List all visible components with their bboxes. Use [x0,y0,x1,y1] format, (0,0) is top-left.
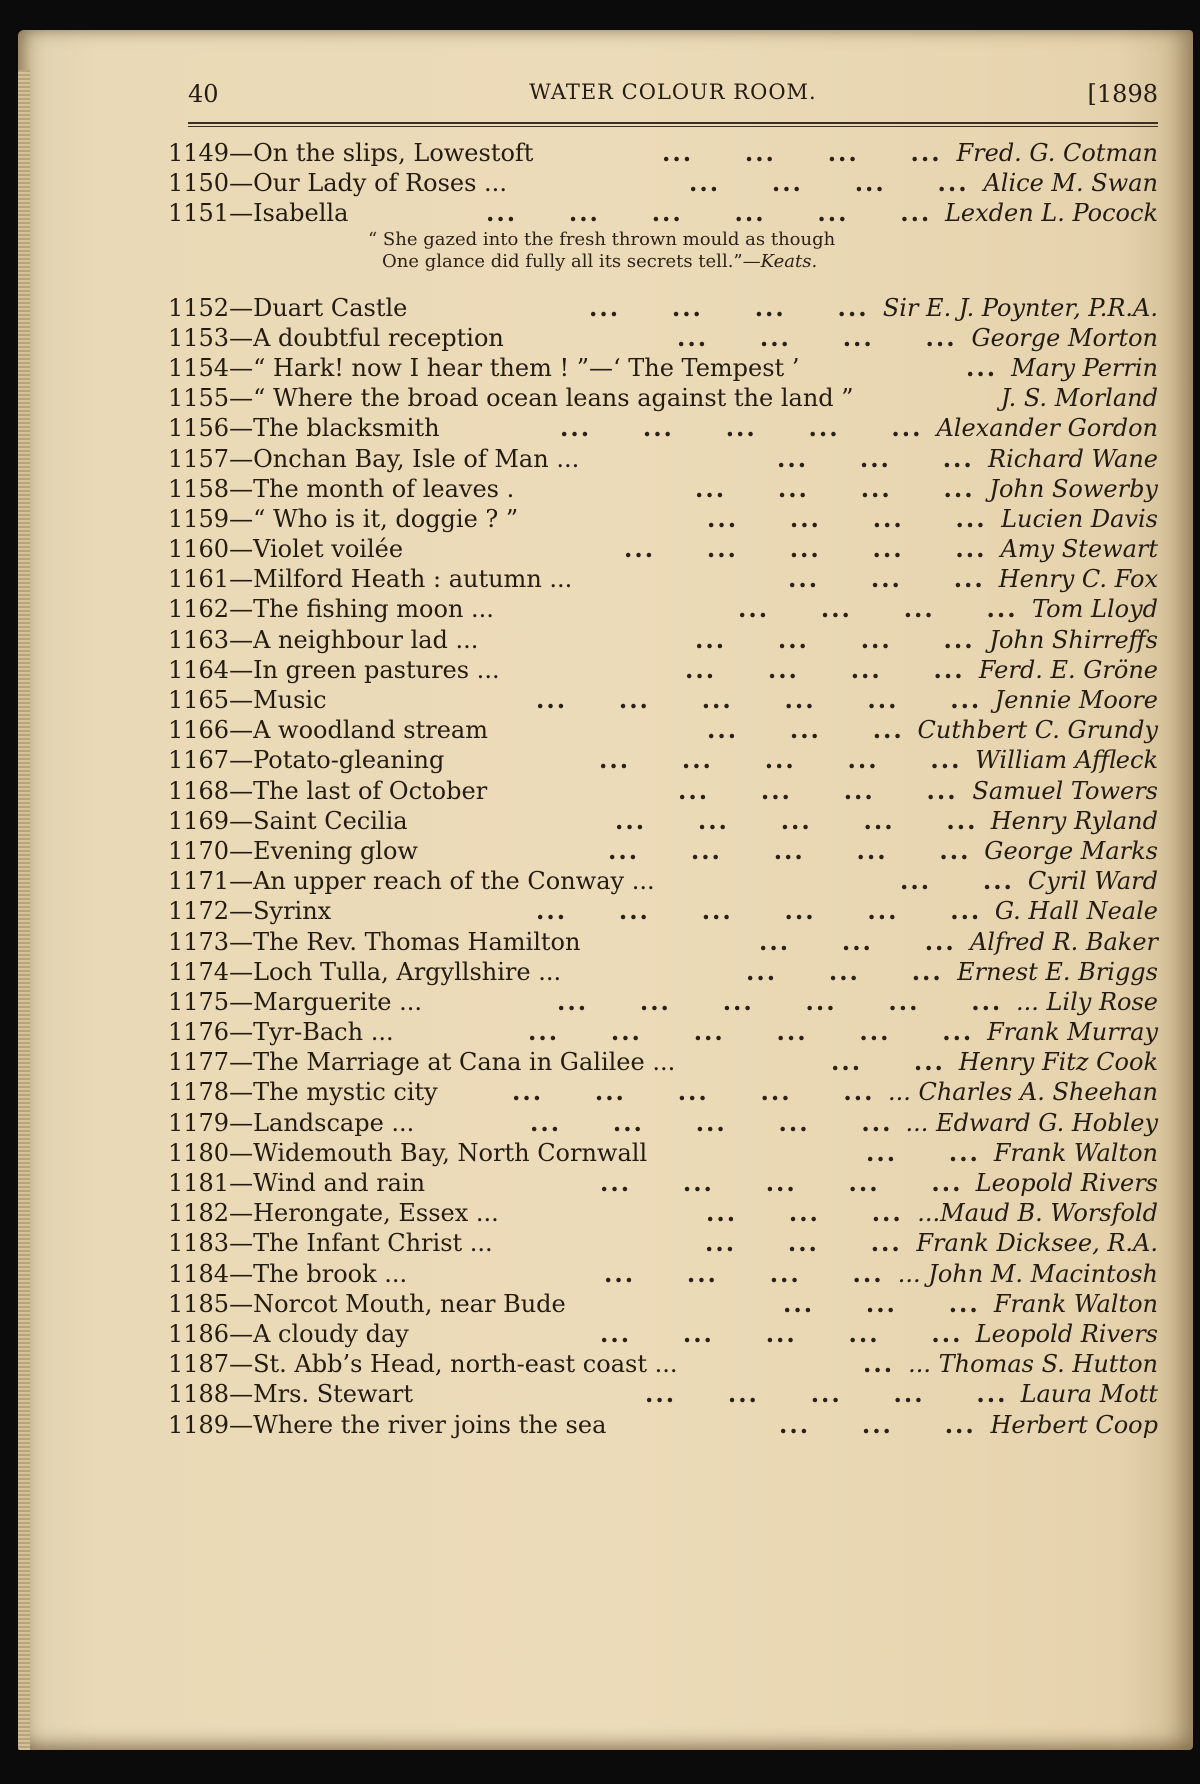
entry-number: 1189— [168,1410,254,1439]
entry-number-title [168,504,518,534]
catalogue-entry [168,957,1158,987]
leader-dots: ... ... ... ... ... [608,835,971,865]
entry-number-title [168,806,408,836]
running-title: WATER COLOUR ROOM. [529,80,817,104]
catalogue-entry [168,655,1158,685]
entry-number: 1152— [168,293,254,322]
entry-artist: George Marks [984,836,1158,865]
catalogue-entry [168,323,1158,353]
quote [168,229,1158,279]
entry-number-title [168,1047,675,1077]
entry-number: 1178— [168,1078,254,1107]
header-rule-thin [188,126,1158,127]
catalogue-entry [168,1228,1158,1258]
entry-title: Onchan Bay, Isle of Man ... [253,444,580,473]
catalogue-list [168,138,1158,1440]
entry-number-title [168,534,403,564]
entry-number: 1164— [168,655,254,684]
entry-title: The fishing moon ... [253,595,494,624]
entry-number: 1183— [168,1229,254,1258]
leader-dots: ... ... ... ... [695,473,975,503]
entry-artist: Frank Walton [993,1289,1158,1318]
entry-number: 1169— [168,806,254,835]
entry-title: Saint Cecilia [253,806,408,835]
entry-number: 1182— [168,1199,254,1228]
entry-number: 1174— [168,957,254,986]
entry-title: Mrs. Stewart [253,1380,413,1409]
entry-number: 1160— [168,535,254,564]
entry-number: 1184— [168,1259,254,1288]
entry-title: The Marriage at Cana in Galilee ... [253,1048,676,1077]
leader-dots: ... ... ... ... ... [615,805,978,835]
entry-title: A woodland stream [253,716,488,745]
entry-number: 1179— [168,1108,254,1137]
catalogue-entry [168,138,1158,168]
leader-dots: ... ... ... ... ... [512,1077,875,1107]
entry-number: 1166— [168,716,254,745]
leader-dots: ... ... ... ... ... ... [528,1017,974,1047]
entry-artist: Cuthbert C. Grundy [917,716,1158,745]
catalogue-entry [168,413,1158,443]
leader-dots: ... ... ... ... [689,168,969,198]
catalogue-entry [168,444,1158,474]
leader-dots: ... ... [900,866,1014,896]
leader-dots: ... ... [866,1137,980,1167]
catalogue-entry [168,1198,1158,1228]
entry-title: “ Who is it, doggie ? ” [253,504,519,533]
catalogue-entry [168,198,1158,228]
entry-artist: Laura Mott [1020,1380,1158,1409]
entry-artist: Frank Dicksee, R.A. [916,1229,1158,1258]
leader-dots: ... ... ... ... [604,1258,884,1288]
leader-dots: ... ... ... [759,926,956,956]
entry-artist: ... Edward G. Hobley [905,1108,1158,1137]
entry-artist: ... Thomas S. Hutton [908,1350,1158,1379]
entry-title: A doubtful reception [253,323,504,352]
entry-number: 1165— [168,686,254,714]
entry-number-title [168,323,504,353]
entry-number: 1180— [168,1138,254,1167]
entry-number: 1168— [168,776,254,805]
entry-number: 1159— [168,504,254,533]
entry-title: Norcot Mouth, near Bude [253,1289,566,1318]
entry-number: 1156— [168,414,254,443]
leader-dots: ... ... ... ... [662,138,942,167]
entry-artist: William Affleck [975,746,1158,775]
entry-number-title [168,353,799,383]
catalogue-entry [168,1349,1158,1379]
leader-dots: ... [863,1349,895,1379]
entry-artist: Fred. G. Cotman [956,139,1158,167]
entry-artist: Cyril Ward [1027,867,1158,896]
quote-line-2: One glance did fully all its secrets tell.”— [382,250,761,272]
leader-dots: ... ... ... ... ... ... [536,896,982,926]
entry-number-title [168,927,580,957]
entry-number-title [168,1017,394,1047]
entry-number-title [168,413,440,443]
entry-title: On the slips, Lowestoft [253,139,534,167]
leader-dots: ... ... ... ... [695,624,975,654]
entry-number-title [168,1319,409,1349]
entry-title: Violet voilée [253,535,404,564]
catalogue-entry [168,474,1158,504]
entry-number-title [168,1410,606,1440]
catalogue-entry [168,745,1158,775]
entry-artist: Henry Fitz Cook [958,1048,1158,1077]
entry-title: Music [253,686,327,714]
leader-dots: ... ... ... ... [738,594,1018,624]
entry-number-title [168,1198,499,1228]
entry-number-title [168,383,854,413]
leader-dots: ... ... ... ... ... [624,534,987,564]
entry-title: The Infant Christ ... [253,1229,493,1258]
catalogue-entry [168,896,1158,926]
year-marker: [1898 [1087,80,1158,108]
catalogue-entry [168,353,1158,383]
entry-number-title [168,1228,493,1258]
catalogue-entry [168,806,1158,836]
entry-number: 1155— [168,384,254,413]
catalogue-entry [168,504,1158,534]
entry-number: 1172— [168,897,254,926]
entry-title: Isabella [253,199,349,228]
catalogue-entry [168,1259,1158,1289]
leader-dots: ... ... ... [777,443,974,473]
leader-dots: ... ... ... [706,1198,903,1228]
entry-artist: Tom Lloyd [1032,595,1158,624]
entry-number: 1162— [168,595,254,624]
entry-number: 1177— [168,1048,254,1077]
catalogue-entry [168,927,1158,957]
entry-title: Duart Castle [253,293,408,322]
entry-artist: Lucien Davis [1001,504,1158,533]
catalogue-entry [168,168,1158,198]
catalogue-entry [168,293,1158,323]
entry-artist: Alice M. Swan [983,169,1158,198]
entry-title: Where the river joins the sea [253,1410,607,1439]
entry-artist: Mary Perrin [1011,353,1158,382]
catalogue-entry [168,836,1158,866]
leader-dots: ... ... ... ... [685,654,965,684]
entry-title: The blacksmith [253,414,440,443]
catalogue-entry [168,625,1158,655]
leader-dots: ... ... ... ... [707,503,987,533]
entry-number-title [168,1168,425,1198]
entry-number-title [168,1259,407,1289]
entry-number: 1188— [168,1380,254,1409]
entry-number-title [168,293,407,323]
entry-number: 1171— [168,867,254,896]
page-edge [18,70,30,1750]
entry-title: Evening glow [253,836,418,865]
leader-dots: ... ... ... ... ... ... [536,685,982,714]
entry-number: 1151— [168,199,254,228]
leader-dots: ... ... ... [779,1409,976,1439]
entry-number: 1173— [168,927,254,956]
entry-artist: George Morton [971,323,1158,352]
entry-artist: Samuel Towers [972,776,1158,805]
entry-number-title [168,1349,677,1379]
leader-dots: ... ... ... ... ... ... [486,198,932,228]
entry-number: 1185— [168,1289,254,1318]
entry-artist: Ernest E. Briggs [957,957,1158,986]
entry-number: 1175— [168,987,254,1016]
leader-dots: ... ... ... ... ... [599,745,962,775]
leader-dots: ... ... ... ... ... [645,1379,1008,1409]
entry-artist: Henry Ryland [990,806,1158,835]
leader-dots: ... ... ... [783,1288,980,1318]
entry-title: Herongate, Essex ... [253,1199,499,1228]
entry-title: Syrinx [253,897,332,926]
leader-dots: ... ... [831,1047,945,1077]
entry-number-title [168,1138,647,1168]
leader-dots: ... ... ... [746,956,943,986]
header-rule [188,122,1158,124]
entry-number-title [168,444,579,474]
page-number: 40 [188,80,219,108]
entry-title: The brook ... [253,1259,408,1288]
entry-title: The month of leaves . [253,474,515,503]
entry-number-title [168,685,327,715]
leader-dots: ... ... ... ... [677,322,957,352]
entry-number: 1186— [168,1319,254,1348]
entry-artist: Herbert Coop [990,1410,1158,1439]
entry-number-title [168,1077,438,1107]
entry-artist: Leopold Rivers [975,1169,1158,1197]
entry-number-title [168,715,488,745]
leader-dots: ... ... ... ... ... ... [557,986,1003,1016]
entry-title: Widemouth Bay, North Cornwall [253,1138,648,1167]
entry-title: The mystic city [253,1078,438,1107]
entry-number: 1163— [168,625,254,654]
leader-dots: ... ... ... ... [678,775,958,805]
entry-title: St. Abb’s Head, north-east coast ... [253,1350,678,1379]
entry-artist: Alfred R. Baker [969,927,1158,956]
entry-artist: Henry C. Fox [998,565,1158,594]
leader-dots: ... ... ... ... ... [560,413,923,443]
catalogue-entry [168,715,1158,745]
entry-number-title [168,957,561,987]
entry-number-title [168,896,331,926]
entry-number-title [168,198,348,228]
entry-artist: Leopold Rivers [975,1319,1158,1348]
catalogue-entry [168,1289,1158,1319]
entry-number-title [168,655,500,685]
catalogue-entry [168,685,1158,715]
entry-number: 1167— [168,746,254,775]
entry-artist: Jennie Moore [994,686,1158,714]
entry-number-title [168,168,507,198]
catalogue-entry [168,1379,1158,1409]
entry-title: Loch Tulla, Argyllshire ... [253,957,562,986]
entry-artist: Frank Walton [993,1138,1158,1167]
catalogue-entry [168,564,1158,594]
entry-artist: ... John M. Macintosh [897,1259,1158,1288]
entry-artist: Sir E. J. Poynter, P.R.A. [882,293,1158,322]
catalogue-entry [168,987,1158,1017]
entry-number-title [168,1379,413,1409]
entry-artist: Lexden L. Pocock [944,199,1158,228]
entry-number: 1170— [168,836,254,865]
entry-title: “ Where the broad ocean leans against the land ” [253,384,854,413]
entry-artist: John Shirreffs [989,625,1158,654]
page-content [168,30,1168,1750]
entry-artist: Richard Wane [988,444,1158,473]
leader-dots: ... ... ... [788,564,985,594]
book-page [18,30,1193,1750]
entry-number-title [168,745,444,775]
entry-artist: John Sowerby [989,474,1158,503]
entry-artist: ...Maud B. Worsfold [917,1199,1158,1228]
entry-title: Milford Heath : autumn ... [253,565,573,594]
entry-number: 1158— [168,474,254,503]
entry-number-title [168,564,572,594]
entry-number-title [168,987,422,1017]
leader-dots: ... ... ... [707,715,904,745]
entry-number: 1161— [168,565,254,594]
entry-title: The Rev. Thomas Hamilton [253,927,581,956]
leader-dots: ... ... ... [705,1228,902,1258]
catalogue-entry [168,1168,1158,1198]
catalogue-entry [168,1319,1158,1349]
entry-artist: Frank Murray [987,1018,1158,1047]
leader-dots: ... [966,352,998,382]
entry-number-title [168,776,487,806]
leader-dots: ... ... ... ... [589,292,869,322]
entry-title: Our Lady of Roses ... [253,169,507,198]
catalogue-entry [168,1047,1158,1077]
entry-number: 1154— [168,353,254,382]
leader-dots: ... ... ... ... ... [600,1318,963,1348]
entry-title: The last of October [253,776,488,805]
entry-title: A cloudy day [253,1319,409,1348]
entry-number-title [168,1108,414,1138]
quote-attribution: Keats. [760,250,818,272]
entry-title: Potato-gleaning [253,746,445,775]
entry-title: A neighbour lad ... [253,625,479,654]
catalogue-entry [168,1017,1158,1047]
entry-artist: ... Lily Rose [1015,987,1158,1016]
entry-number-title [168,625,478,655]
entry-number-title [168,1289,566,1319]
entry-number-title [168,866,655,896]
entry-title: An upper reach of the Conway ... [253,867,655,896]
catalogue-entry [168,1138,1158,1168]
entry-number: 1181— [168,1169,254,1197]
entry-number: 1150— [168,169,254,198]
entry-number: 1187— [168,1350,254,1379]
catalogue-entry [168,534,1158,564]
entry-number: 1176— [168,1018,254,1047]
entry-number-title [168,836,418,866]
entry-number: 1153— [168,323,254,352]
catalogue-entry [168,594,1158,624]
entry-artist: J. S. Morland [1000,384,1158,413]
entry-number-title [168,138,533,168]
entry-artist: Amy Stewart [1000,535,1158,564]
catalogue-entry [168,1077,1158,1107]
entry-number-title [168,594,494,624]
entry-title: Marguerite ... [253,987,422,1016]
entry-title: Tyr-Bach ... [253,1018,394,1047]
entry-title: Wind and rain [253,1169,426,1197]
leader-dots: ... ... ... ... ... [530,1107,893,1137]
entry-number-title [168,474,514,504]
catalogue-entry [168,1410,1158,1440]
entry-artist: G. Hall Neale [994,897,1158,926]
entry-artist: ... Charles A. Sheehan [887,1078,1158,1107]
entry-number: 1149— [168,139,254,167]
entry-title: In green pastures ... [253,655,500,684]
catalogue-entry [168,383,1158,413]
quote-line-1: “ She gazed into the fresh thrown mould as though [368,228,836,250]
entry-artist: Alexander Gordon [936,414,1158,443]
entry-title: Landscape ... [253,1108,415,1137]
entry-title: “ Hark! now I hear them ! ”—‘ The Tempest ’ [253,353,800,382]
entry-number: 1157— [168,444,254,473]
catalogue-entry [168,1108,1158,1138]
entry-artist: Ferd. E. Gröne [978,655,1158,684]
catalogue-entry [168,776,1158,806]
leader-dots: ... ... ... ... ... [600,1168,963,1197]
catalogue-entry [168,866,1158,896]
